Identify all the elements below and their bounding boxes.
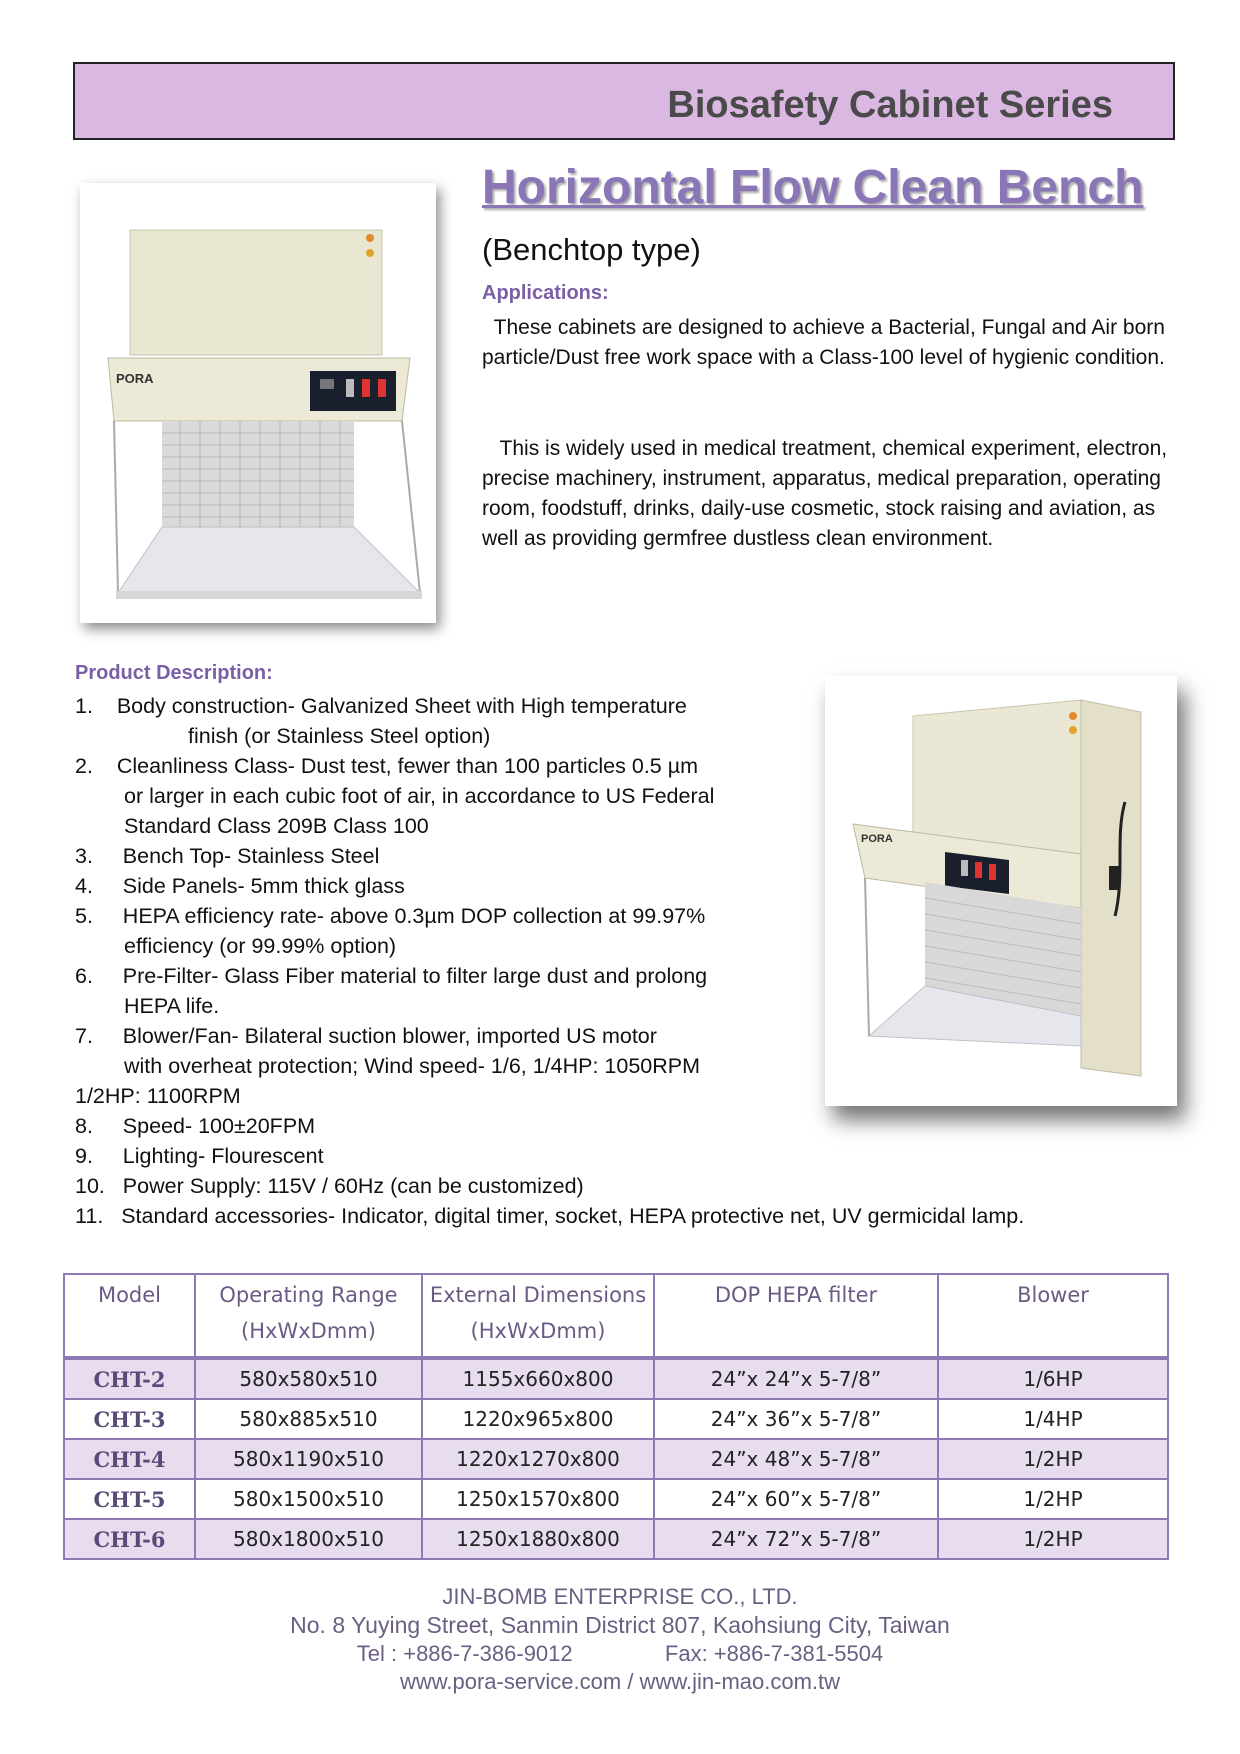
cell-model: CHT-3 [64,1399,195,1439]
clean-bench-angled-illustration [825,676,1177,1106]
cell-external-dimensions: 1250x1570x800 [422,1479,654,1519]
description-line: 3. Bench Top- Stainless Steel [75,844,380,868]
cell-dop-hepa-filter: 24”x 36”x 5-7/8” [654,1399,938,1439]
cell-model: CHT-6 [64,1519,195,1559]
header-external-dimensions: External Dimensions (HxWxDmm) [422,1274,654,1358]
footer-web: www.pora-service.com / www.jin-mao.com.tw [399,1669,841,1694]
description-line: 7. Blower/Fan- Bilateral suction blower, imported US motor [75,1024,657,1048]
table-row [64,1358,1168,1399]
cell-dop-hepa-filter: 24”x 48”x 5-7/8” [654,1439,938,1479]
cell-dop-hepa-filter: 24”x 72”x 5-7/8” [654,1519,938,1559]
description-line: finish (or Stainless Steel option) [188,724,491,748]
table-header-row [64,1274,1168,1358]
brand-logo-text-2: PORA [861,833,893,845]
description-line: Standard Class 209B Class 100 [124,814,429,838]
cell-dop-hepa-filter: 24”x 60”x 5-7/8” [654,1479,938,1519]
footer-contact [0,1641,1240,1667]
cell-model: CHT-2 [64,1358,195,1399]
description-line: 9. Lighting- Flourescent [75,1144,324,1168]
header-band [73,62,1175,140]
table-row [64,1519,1168,1559]
description-line: HEPA life. [124,994,220,1018]
model-spec-table [63,1273,1169,1560]
description-line: 6. Pre-Filter- Glass Fiber material to filter large dust and prolong [75,964,708,988]
product-photo-front [80,183,436,623]
clean-bench-front-illustration [80,183,436,623]
product-description-label: Product Description: [75,662,273,684]
description-line: or larger in each cubic foot of air, in accordance to US Federal [124,784,715,808]
description-line: with overheat protection; Wind speed- 1/6, 1/4HP: 1050RPM [124,1054,701,1078]
cell-blower: 1/2HP [938,1439,1168,1479]
description-line: 10. Power Supply: 115V / 60Hz (can be customized) [75,1174,584,1198]
product-title: Horizontal Flow Clean Bench [482,161,1144,214]
cell-blower: 1/4HP [938,1399,1168,1439]
footer-company: JIN-BOMB ENTERPRISE CO., LTD. [442,1584,798,1609]
description-line: 1/2HP: 1100RPM [75,1084,241,1108]
cell-dop-hepa-filter: 24”x 24”x 5-7/8” [654,1358,938,1399]
product-subtitle: (Benchtop type) [482,232,701,267]
description-line: 4. Side Panels- 5mm thick glass [75,874,405,898]
cell-external-dimensions: 1250x1880x800 [422,1519,654,1559]
cell-model: CHT-5 [64,1479,195,1519]
table-row [64,1399,1168,1439]
cell-blower: 1/2HP [938,1479,1168,1519]
product-photo-angled [825,676,1177,1106]
cell-operating-range: 580x580x510 [195,1358,422,1399]
cell-blower: 1/6HP [938,1358,1168,1399]
header-dop-hepa-filter: DOP HEPA filter [654,1274,938,1358]
applications-paragraph-2: This is widely used in medical treatment, chemical experiment, electron, precise machinery, instrument, apparatus, medical preparation, operating room, foodstuff, drinks, daily-use cosmetic, stock raising and aviation, as well as providing germfree dustless clean environment. [482,437,1173,550]
description-line: 2. Cleanliness Class- Dust test, fewer than 100 particles 0.5 µm [75,754,699,778]
header-model: Model [64,1274,195,1358]
footer-address: No. 8 Yuying Street, Sanmin District 807, Kaohsiung City, Taiwan [290,1612,950,1638]
table-row [64,1479,1168,1519]
header-operating-range: Operating Range (HxWxDmm) [195,1274,422,1358]
description-line: 8. Speed- 100±20FPM [75,1114,316,1138]
cell-model: CHT-4 [64,1439,195,1479]
applications-paragraph-1: These cabinets are designed to achieve a Bacterial, Fungal and Air born particle/Dust free work space with a Class-100 level of hygienic condition. [482,316,1171,369]
cell-operating-range: 580x1500x510 [195,1479,422,1519]
description-line: 1. Body construction- Galvanized Sheet with High temperature [75,694,687,718]
description-line: 11. Standard accessories- Indicator, digital timer, socket, HEPA protective net, UV germicidal lamp. [75,1204,1025,1228]
description-line: 5. HEPA efficiency rate- above 0.3µm DOP collection at 99.97% [75,904,706,928]
table-row [64,1439,1168,1479]
footer-tel: Tel : +886-7-386-9012 [356,1641,573,1666]
cell-external-dimensions: 1220x965x800 [422,1399,654,1439]
header-blower: Blower [938,1274,1168,1358]
footer-fax: Fax: +886-7-381-5504 [664,1641,884,1666]
description-line: efficiency (or 99.99% option) [124,934,397,958]
cell-blower: 1/2HP [938,1519,1168,1559]
cell-operating-range: 580x885x510 [195,1399,422,1439]
series-title: Biosafety Cabinet Series [667,84,1113,126]
cell-external-dimensions: 1155x660x800 [422,1358,654,1399]
brand-logo-text: PORA [116,371,154,386]
applications-label: Applications: [482,282,609,304]
cell-operating-range: 580x1190x510 [195,1439,422,1479]
cell-operating-range: 580x1800x510 [195,1519,422,1559]
cell-external-dimensions: 1220x1270x800 [422,1439,654,1479]
